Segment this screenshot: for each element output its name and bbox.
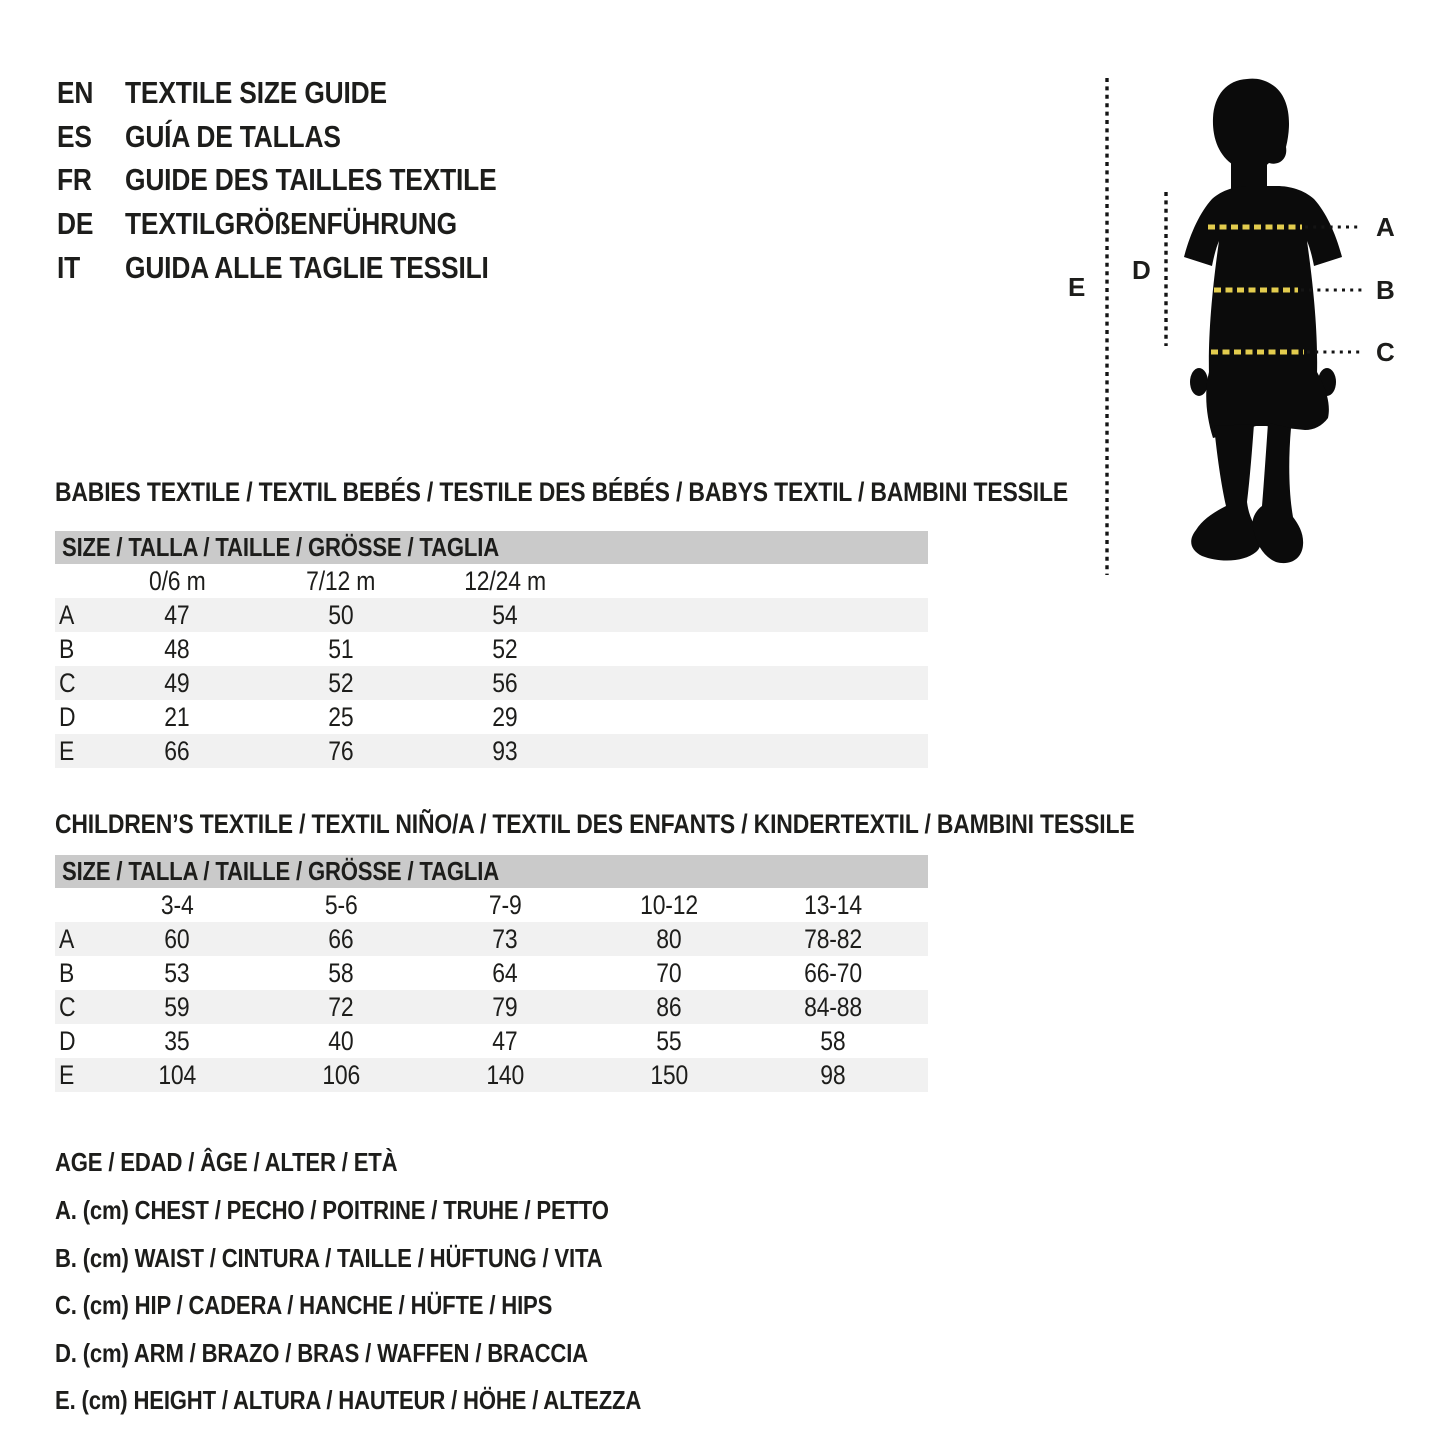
table-row <box>55 632 928 666</box>
lang-code: IT <box>57 250 81 285</box>
legend-age: AGE / EDAD / ÂGE / ALTER / ETÀ <box>55 1147 398 1177</box>
lang-row-es <box>57 120 379 154</box>
row-label: E <box>59 735 75 766</box>
table-row <box>55 990 928 1024</box>
lang-row-en <box>57 76 433 110</box>
table-row <box>55 700 928 734</box>
babies-column-header-row <box>55 564 928 598</box>
row-label: B <box>59 633 75 664</box>
table-cell: 59 <box>164 991 190 1022</box>
legend-chest: A. (cm) CHEST / PECHO / POITRINE / TRUHE / PETTO <box>55 1195 609 1225</box>
children-size-table <box>55 855 928 1092</box>
table-cell: 66-70 <box>804 957 862 988</box>
size-header-bar: SIZE / TALLA / TAILLE / GRÖSSE / TAGLIA <box>55 531 928 564</box>
row-label: C <box>59 667 76 698</box>
table-cell: 84-88 <box>804 991 862 1022</box>
table-cell: 73 <box>492 923 518 954</box>
silhouette-shirt <box>1184 186 1342 374</box>
row-label: A <box>59 599 75 630</box>
table-cell: 78-82 <box>804 923 862 954</box>
table-cell: 79 <box>492 991 518 1022</box>
table-cell: 80 <box>656 923 682 954</box>
column-header: 3-4 <box>160 889 194 920</box>
legend-height: E. (cm) HEIGHT / ALTURA / HAUTEUR / HÖHE / ALTEZZA <box>55 1385 642 1415</box>
table-cell: 21 <box>164 701 190 732</box>
table-cell: 54 <box>492 599 518 630</box>
table-cell: 66 <box>164 735 190 766</box>
table-cell: 40 <box>328 1025 354 1056</box>
legend-arm: D. (cm) ARM / BRAZO / BRAS / WAFFEN / BRACCIA <box>55 1338 588 1368</box>
table-cell: 47 <box>164 599 190 630</box>
silhouette-right-leg <box>1252 423 1303 563</box>
figure-label-c: C <box>1376 337 1395 367</box>
table-row <box>55 1024 928 1058</box>
table-cell: 58 <box>328 957 354 988</box>
table-row <box>55 922 928 956</box>
row-label: B <box>59 957 75 988</box>
table-cell: 55 <box>656 1025 682 1056</box>
table-cell: 52 <box>492 633 518 664</box>
table-cell: 53 <box>164 957 190 988</box>
column-header: 0/6 m <box>148 565 206 596</box>
table-cell: 48 <box>164 633 190 664</box>
table-cell: 66 <box>328 923 354 954</box>
table-cell: 76 <box>328 735 354 766</box>
lang-code: EN <box>57 75 94 110</box>
table-row <box>55 1058 928 1092</box>
size-header-bar: SIZE / TALLA / TAILLE / GRÖSSE / TAGLIA <box>55 855 928 888</box>
child-measurement-figure <box>1040 60 1445 600</box>
table-cell: 25 <box>328 701 354 732</box>
row-label: D <box>59 1025 76 1056</box>
table-cell: 150 <box>650 1059 688 1090</box>
table-cell: 56 <box>492 667 518 698</box>
lang-title: GUIDE DES TAILLES TEXTILE <box>125 162 497 197</box>
lang-title: TEXTILGRÖßENFÜHRUNG <box>125 206 457 241</box>
figure-label-e: E <box>1068 272 1086 302</box>
table-cell: 70 <box>656 957 682 988</box>
figure-label-a: A <box>1376 212 1395 242</box>
lang-title: TEXTILE SIZE GUIDE <box>125 75 387 110</box>
lang-code: DE <box>57 206 94 241</box>
lang-title: GUIDA ALLE TAGLIE TESSILI <box>125 250 489 285</box>
column-header: 13-14 <box>804 889 862 920</box>
lang-code: FR <box>57 162 92 197</box>
lang-row-fr <box>57 163 562 197</box>
table-cell: 60 <box>164 923 190 954</box>
table-cell: 49 <box>164 667 190 698</box>
children-section-title: CHILDREN’S TEXTILE / TEXTIL NIÑO/A / TEXTIL DES ENFANTS / KINDERTEXTIL / BAMBINI TESSILE <box>55 809 1135 839</box>
silhouette-left-hand <box>1190 368 1208 396</box>
table-cell: 104 <box>158 1059 196 1090</box>
table-cell: 52 <box>328 667 354 698</box>
table-cell: 58 <box>820 1025 846 1056</box>
figure-label-d: D <box>1132 255 1151 285</box>
column-header: 7-9 <box>488 889 522 920</box>
column-header: 10-12 <box>640 889 698 920</box>
row-label: A <box>59 923 75 954</box>
row-label: D <box>59 701 76 732</box>
lang-row-de <box>57 207 516 241</box>
table-row <box>55 734 928 768</box>
column-header: 5-6 <box>324 889 358 920</box>
table-cell: 35 <box>164 1025 190 1056</box>
figure-label-b: B <box>1376 275 1395 305</box>
children-column-header-row <box>55 888 928 922</box>
table-row <box>55 956 928 990</box>
table-cell: 72 <box>328 991 354 1022</box>
lang-code: ES <box>57 119 92 154</box>
babies-size-table <box>55 531 928 768</box>
lang-title: GUÍA DE TALLAS <box>125 119 341 154</box>
table-row <box>55 598 928 632</box>
lang-row-it <box>57 251 553 285</box>
legend-hip: C. (cm) HIP / CADERA / HANCHE / HÜFTE / HIPS <box>55 1290 553 1320</box>
table-cell: 47 <box>492 1025 518 1056</box>
table-cell: 98 <box>820 1059 846 1090</box>
table-cell: 93 <box>492 735 518 766</box>
table-cell: 50 <box>328 599 354 630</box>
table-cell: 140 <box>486 1059 524 1090</box>
column-header: 12/24 m <box>464 565 546 596</box>
legend-waist: B. (cm) WAIST / CINTURA / TAILLE / HÜFTUNG / VITA <box>55 1243 603 1273</box>
row-label: C <box>59 991 76 1022</box>
table-cell: 29 <box>492 701 518 732</box>
table-cell: 106 <box>322 1059 360 1090</box>
table-cell: 51 <box>328 633 354 664</box>
table-cell: 64 <box>492 957 518 988</box>
table-row <box>55 666 928 700</box>
row-label: E <box>59 1059 75 1090</box>
table-cell: 86 <box>656 991 682 1022</box>
babies-section-title: BABIES TEXTILE / TEXTIL BEBÉS / TESTILE DES BÉBÉS / BABYS TEXTIL / BAMBINI TESSILE <box>55 477 1069 507</box>
column-header: 7/12 m <box>306 565 376 596</box>
